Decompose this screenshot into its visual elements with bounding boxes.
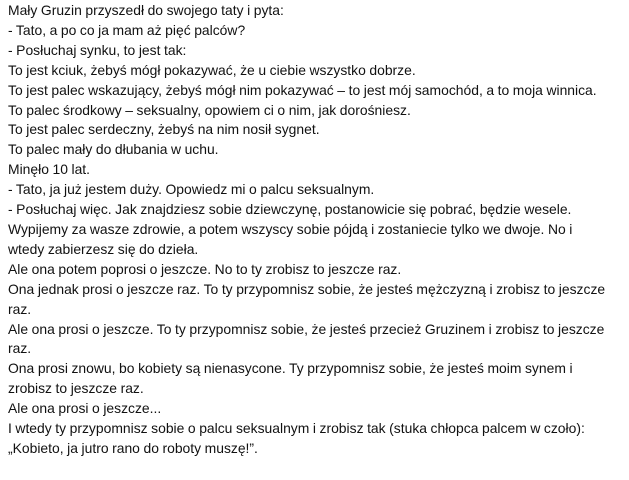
- text-line: To palec środkowy – seksualny, opowiem ci o nim, jak dorośniesz.: [8, 101, 411, 118]
- text-line: Ona jednak prosi o jeszcze raz. To ty przypomnisz sobie, że jesteś mężczyzną i zrobisz to jeszcze raz.: [8, 280, 606, 317]
- text-line: Mały Gruzin przyszedł do swojego taty i pyta:: [8, 2, 284, 18]
- text-line: Wypijemy za wasze zdrowie, a potem wszyscy sobie pójdą i zostaniecie tylko we dwoje. No i wtedy zabierzesz się do dzieła.: [8, 220, 573, 257]
- text-line: - Tato, a po co ja mam aż pięć palców?: [8, 21, 246, 38]
- text-line: Ale ona potem poprosi o jeszcze. No to ty zrobisz to jeszcze raz.: [8, 260, 402, 277]
- text-line: To jest palec serdeczny, żebyś na nim nosił sygnet.: [8, 121, 320, 138]
- text-line: Ona prosi znowu, bo kobiety są nienasycone. Ty przypomnisz sobie, że jesteś moim synem i zrobisz to jeszcze raz.: [8, 360, 573, 397]
- text-line: I wtedy ty przypomnisz sobie o palcu seksualnym i zrobisz tak (stuka chłopca palcem w czoło):: [8, 420, 585, 437]
- text-line: Ale ona prosi o jeszcze. To ty przypomnisz sobie, że jesteś przecież Gruzinem i zrobisz to jeszcze raz.: [8, 320, 605, 357]
- text-line: Minęło 10 lat.: [8, 161, 91, 178]
- text-line: To jest palec wskazujący, żebyś mógł nim pokazywać – to jest mój samochód, a to moja winnica.: [8, 81, 597, 98]
- text-line: - Tato, ja już jestem duży. Opowiedz mi o palcu seksualnym.: [8, 181, 375, 198]
- text-line: To jest kciuk, żebyś mógł pokazywać, że u ciebie wszystko dobrze.: [8, 61, 416, 78]
- text-line: To palec mały do dłubania w uchu.: [8, 141, 219, 158]
- text-line: „Kobieto, ja jutro rano do roboty muszę!”.: [8, 439, 258, 456]
- text-line: Ale ona prosi o jeszcze...: [8, 400, 162, 417]
- text-line: - Posłuchaj więc. Jak znajdziesz sobie dziewczynę, postanowicie się pobrać, będzie wesele.: [8, 201, 572, 218]
- text-line: - Posłuchaj synku, to jest tak:: [8, 41, 187, 58]
